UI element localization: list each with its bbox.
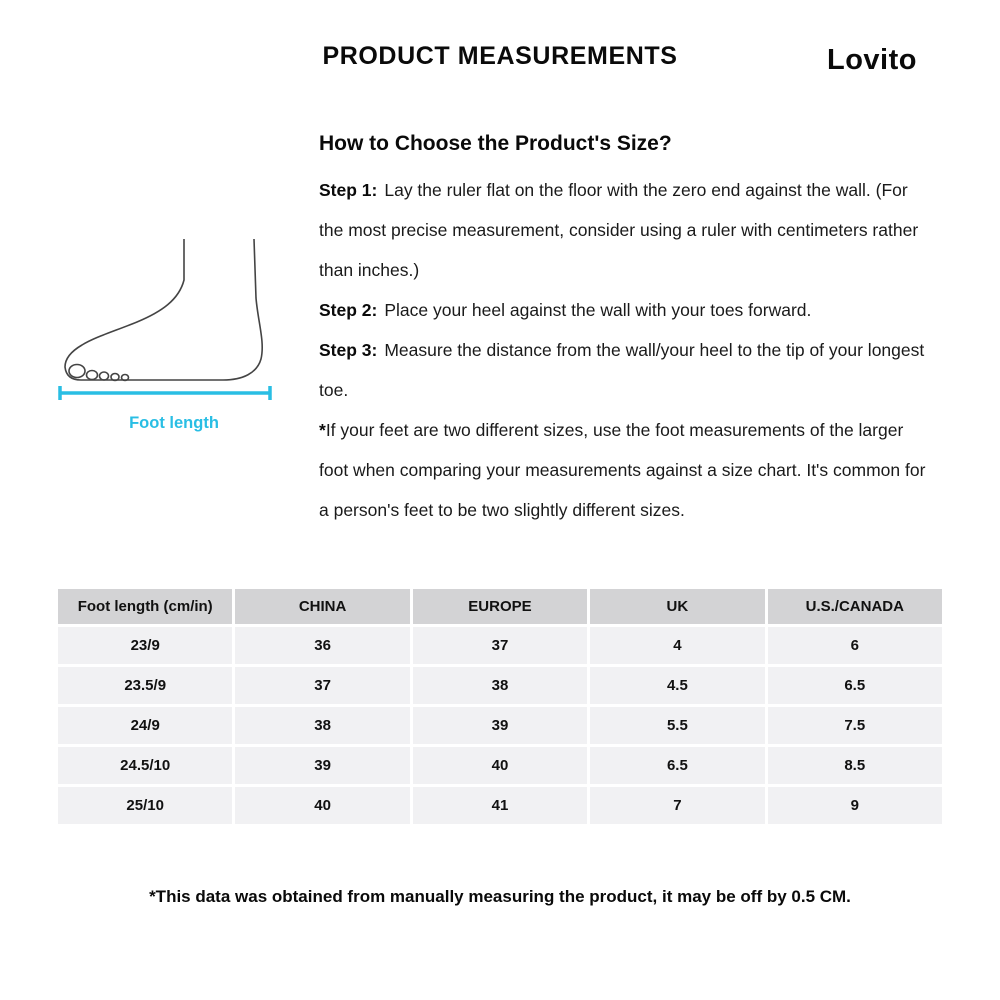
header-cell-europe: EUROPE: [413, 589, 587, 624]
table-cell: 4: [590, 627, 764, 664]
measurement-bracket: [60, 386, 270, 400]
measurement-disclaimer: *This data was obtained from manually measuring the product, it may be off by 0.5 CM.: [149, 887, 851, 906]
step-2: [319, 290, 930, 330]
size-table-header-row: [58, 589, 942, 624]
table-row: [58, 747, 942, 784]
instructions: [319, 132, 930, 530]
foot-diagram: [57, 236, 291, 530]
table-cell: 23/9: [58, 627, 232, 664]
sizes-note-label: *: [319, 420, 326, 440]
step-3-label: Step 3:: [319, 340, 378, 360]
step-3-text: Measure the distance from the wall/your heel to the tip of your longest toe.: [319, 340, 925, 400]
sizes-note: [319, 410, 930, 530]
table-row: [58, 787, 942, 824]
foot-illustration-icon: [57, 236, 291, 408]
table-cell: 5.5: [590, 707, 764, 744]
step-1-label: Step 1:: [319, 180, 378, 200]
header-cell-foot-length: Foot length (cm/in): [58, 589, 232, 624]
table-cell: 39: [413, 707, 587, 744]
table-row: [58, 707, 942, 744]
table-cell: 24.5/10: [58, 747, 232, 784]
size-table-head: [58, 589, 942, 624]
table-cell: 37: [413, 627, 587, 664]
table-cell: 40: [235, 787, 409, 824]
table-row: [58, 627, 942, 664]
table-cell: 25/10: [58, 787, 232, 824]
toe-icon: [100, 372, 109, 380]
page-title: PRODUCT MEASUREMENTS: [322, 42, 678, 70]
table-cell: 38: [235, 707, 409, 744]
table-cell: 4.5: [590, 667, 764, 704]
step-3: [319, 330, 930, 410]
big-toe-icon: [69, 365, 85, 378]
table-row: [58, 667, 942, 704]
sizes-note-text: If your feet are two different sizes, use the foot measurements of the larger foot when comparing your measurements against a size chart. It's common for a person's feet to be two slightly different sizes.: [319, 420, 926, 520]
header-cell-us-canada: U.S./CANADA: [768, 589, 942, 624]
table-cell: 36: [235, 627, 409, 664]
table-cell: 37: [235, 667, 409, 704]
table-cell: 8.5: [768, 747, 942, 784]
guide-heading: How to Choose the Product's Size?: [319, 132, 672, 155]
foot-outline: [65, 239, 262, 380]
toe-icon: [87, 371, 98, 380]
table-cell: 6: [768, 627, 942, 664]
table-cell: 6.5: [590, 747, 764, 784]
step-2-label: Step 2:: [319, 300, 378, 320]
brand-logo: Lovito: [827, 44, 917, 76]
foot-length-label: Foot length: [129, 414, 219, 432]
size-table-body: [58, 627, 942, 824]
table-cell: 38: [413, 667, 587, 704]
step-1-text: Lay the ruler flat on the floor with the zero end against the wall. (For the most precise measurement, consider using a ruler with centimeters rather than inches.): [319, 180, 919, 280]
table-cell: 7: [590, 787, 764, 824]
header-cell-china: CHINA: [235, 589, 409, 624]
table-cell: 39: [235, 747, 409, 784]
size-table: [55, 586, 945, 827]
step-1: [319, 170, 930, 290]
table-cell: 40: [413, 747, 587, 784]
step-2-text: Place your heel against the wall with your toes forward.: [384, 300, 812, 320]
header: [0, 0, 1000, 80]
table-cell: 7.5: [768, 707, 942, 744]
header-cell-uk: UK: [590, 589, 764, 624]
table-cell: 41: [413, 787, 587, 824]
size-guide-section: [0, 80, 1000, 530]
table-cell: 24/9: [58, 707, 232, 744]
table-cell: 9: [768, 787, 942, 824]
table-cell: 23.5/9: [58, 667, 232, 704]
table-cell: 6.5: [768, 667, 942, 704]
